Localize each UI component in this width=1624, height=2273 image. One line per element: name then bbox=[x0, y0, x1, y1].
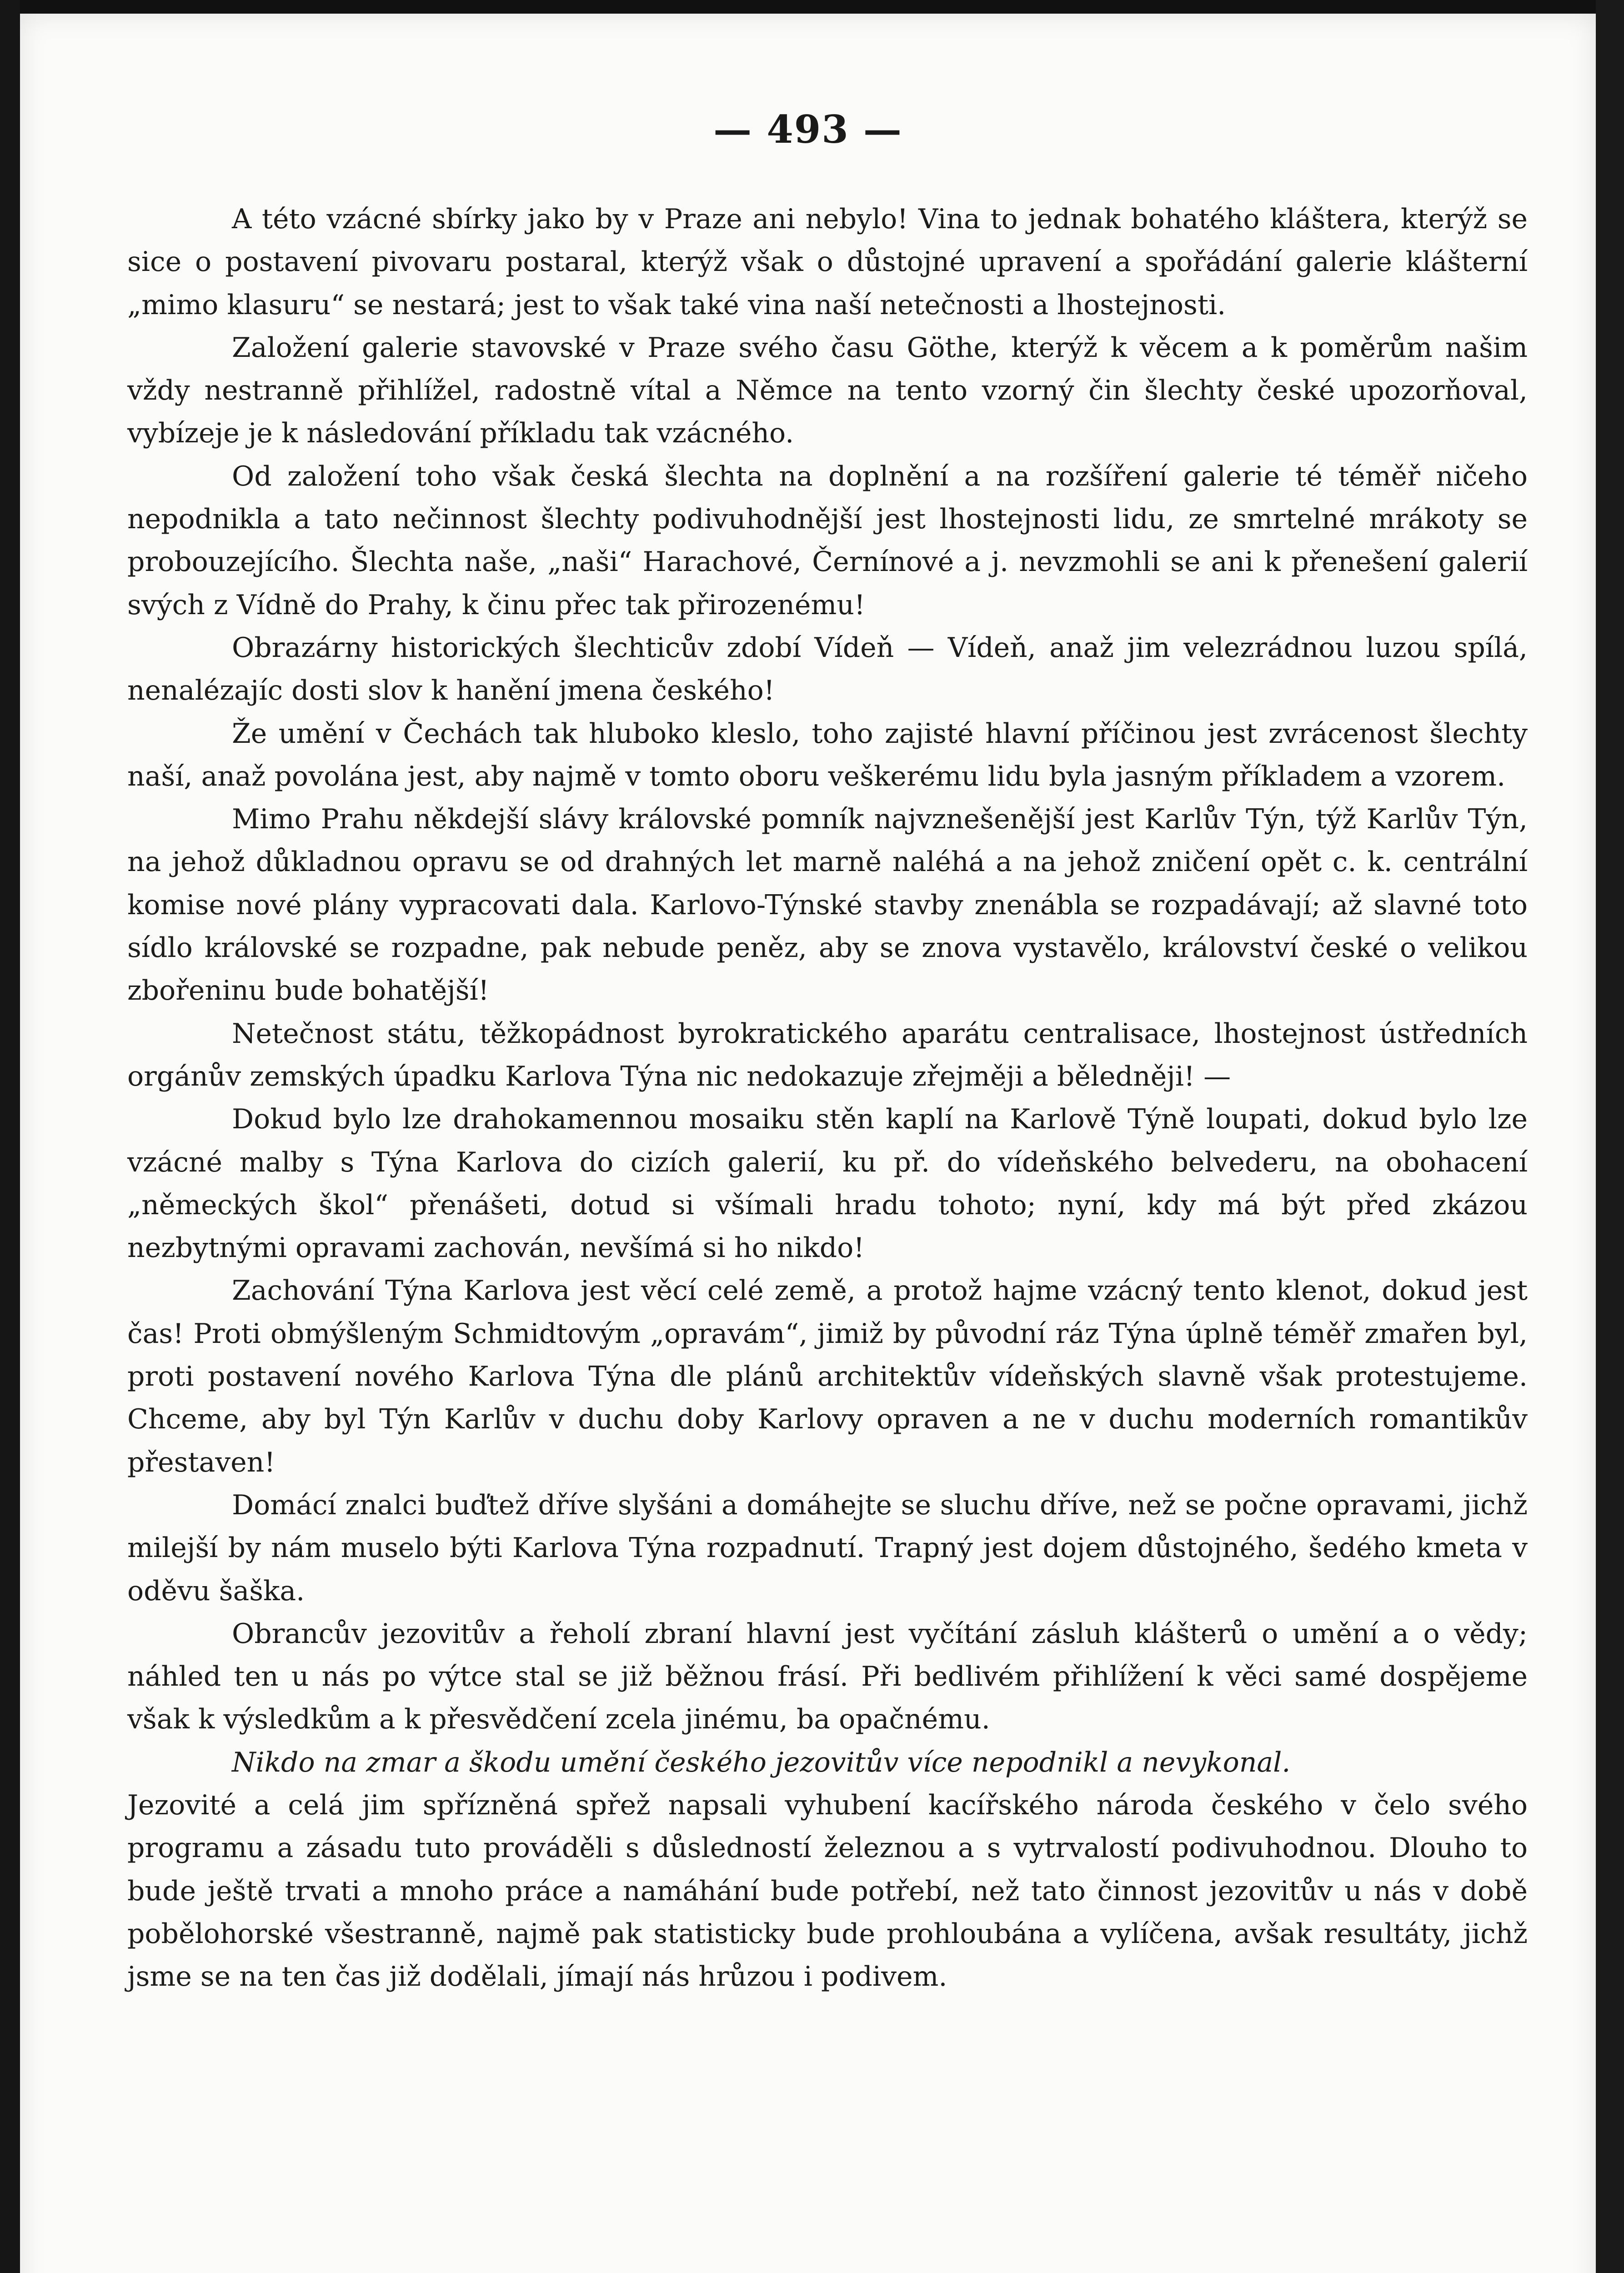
paper-sheet bbox=[20, 14, 1596, 2273]
paragraph-13: Jezovité a celá jim spřízněná spřež napsali vyhubení kacířského národa českého v čelo svého programu a zásadu tuto prováděli s důsledností železnou a s vytrvalostí podivuhodnou. Dlouho to bude ještě trvati a mnoho práce a namáhání bude potřebí, než tato činnost jezovitův u nás v době pobělohorské všestranně, najmě pak statisticky bude prohloubána a vylíčena, avšak resultáty, jichž jsme se na ten čas již dodělali, jímají nás hrůzou i podivem. bbox=[127, 1789, 1528, 1993]
paragraph-8: Dokud bylo lze drahokamennou mosaiku stěn kaplí na Karlově Týně loupati, dokud bylo lze vzácné malby s Týna Karlova do cizích galerií, ku př. do vídeňského belvederu, na obohacení „německých škol“ přenášeti, dotud si všímali hradu tohoto; nyní, kdy má být před zkázou nezbytnými opravami zachován, nevšímá si ho nikdo! bbox=[127, 1103, 1528, 1264]
paragraph-2: Založení galerie stavovské v Praze svého času Göthe, kterýž k věcem a k poměrům našim vždy nestranně přihlížel, radostně vítal a Němce na tento vzorný čin šlechty české upozorňoval, vybízeje je k následování příkladu tak vzácného. bbox=[127, 331, 1528, 450]
scan-left-border bbox=[0, 0, 20, 2273]
paragraph-5: Že umění v Čechách tak hluboko kleslo, toho zajisté hlavní příčinou jest zvrácenost šlechty naší, anaž povolána jest, aby najmě v tomto oboru veškerému lidu byla jasným příkladem a vzorem. bbox=[127, 717, 1528, 792]
paragraph-10: Domácí znalci buďtež dříve slyšáni a domáhejte se sluchu dříve, než se počne opravami, jichž milejší by nám muselo býti Karlova Týna rozpadnutí. Trapný jest dojem důstojného, šedého kmeta v oděvu šaška. bbox=[127, 1489, 1528, 1607]
paragraph-1: A této vzácné sbírky jako by v Praze ani nebylo! Vina to jednak bohatého kláštera, kterýž se sice o postavení pivovaru postaral, kterýž však o důstojné upravení a spořádání galerie klášterní „mimo klasuru“ se nestará; jest to však také vina naší netečnosti a lhostejnosti. bbox=[127, 203, 1528, 321]
scan-right-border bbox=[1596, 0, 1624, 2273]
paragraph-7: Netečnost státu, těžkopádnost byrokratického aparátu centralisace, lhostejnost ústředních orgánův zemských úpadku Karlova Týna nic nedokazuje zřejměji a běledněji! — bbox=[127, 1017, 1528, 1092]
paragraph-6: Mimo Prahu někdejší slávy královské pomník najvznešenější jest Karlův Týn, týž Karlův Týn, na jehož důkladnou opravu se od drahných let marně naléhá a na jehož zničení opět c. k. centrální komise nové plány vypracovati dala. Karlovo-Týnské stavby znenábla se rozpadávají; až slavné toto sídlo královské se rozpadne, pak nebude peněz, aby se znova vystavělo, království české o velikou zbořeninu bude bohatější! bbox=[127, 803, 1528, 1007]
paragraph-12-italic: Nikdo na zmar a škodu umění českého jezovitův více nepodnikl a nevykonal. bbox=[232, 1746, 1291, 1778]
paragraph-9: Zachování Týna Karlova jest věcí celé země, a protož hajme vzácný tento klenot, dokud jest čas! Proti obmýšleným Schmidtovým „opravám“, jimiž by původní ráz Týna úplně téměř zmařen byl, proti postavení nového Karlova Týna dle plánů architektův vídeňských slavně však protestujeme. Chceme, aby byl Týn Karlův v duchu doby Karlovy opraven a ne v duchu moderních romantikův přestaven! bbox=[127, 1275, 1528, 1478]
paragraph-3: Od založení toho však česká šlechta na doplnění a na rozšíření galerie té téměř ničeho nepodnikla a tato nečinnost šlechty podivuhodnější jest lhostejnosti lidu, ze smrtelné mrákoty se probouzejícího. Šlechta naše, „naši“ Harachové, Černínové a j. nevzmohli se ani k přenešení galerií svých z Vídně do Prahy, k činu přec tak přirozenému! bbox=[127, 460, 1528, 621]
page-number: — 493 — bbox=[713, 107, 902, 152]
body-text bbox=[127, 198, 1528, 1998]
paragraph-4: Obrazárny historických šlechticův zdobí Vídeň — Vídeň, anaž jim velezrádnou luzou spílá, nenalézajíc dosti slov k hanění jmena českého! bbox=[127, 631, 1528, 707]
paragraph-11: Obrancův jezovitův a řeholí zbraní hlavní jest vyčítání zásluh klášterů o umění a o vědy; náhled ten u nás po výtce stal se již běžnou frásí. Při bedlivém přihlížení k věci samé dospějeme však k výsledkům a k přesvědčení zcela jinému, ba opačnému. bbox=[127, 1617, 1528, 1736]
